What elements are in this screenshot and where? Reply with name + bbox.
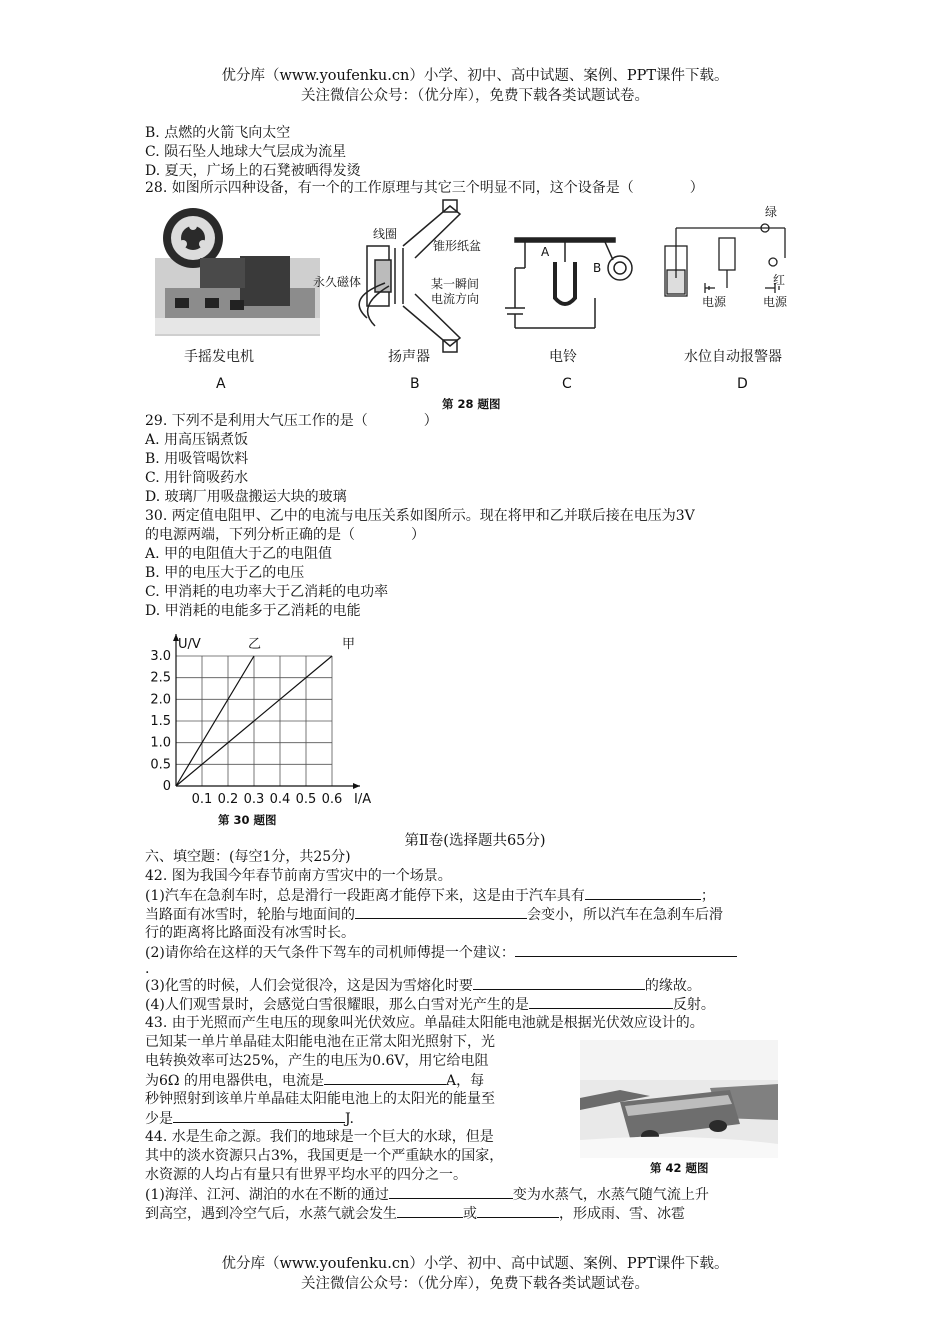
y-tick-label: 2.5 xyxy=(150,670,171,686)
q42-line4-text: (2)请你给在这样的天气条件下驾车的司机师傅提一个建议： xyxy=(145,945,515,961)
alarm-red-label: 红 xyxy=(773,273,786,287)
q44-line4-text: (1)海洋、江河、湖泊的水在不断的通过 xyxy=(145,1187,389,1203)
q43-line5: 秒钟照射到该单片单晶硅太阳能电池上的太阳光的能量至 xyxy=(145,1091,495,1107)
header-line2: 关注微信公众号：（优分库），免费下载各类试题试卷。 xyxy=(301,88,649,104)
origin-label: 0 xyxy=(162,779,171,794)
q30-stem-line1: 30. 两定值电阻甲、乙中的电流与电压关系如图所示。现在将甲和乙并联后接在电压为3V xyxy=(145,508,695,524)
q44-line4-end: 变为水蒸气，水蒸气随气流上升 xyxy=(512,1187,709,1203)
q43-blank-1[interactable] xyxy=(324,1071,446,1085)
alarm-green-label: 绿 xyxy=(765,205,778,219)
water-level-alarm-diagram xyxy=(665,224,785,296)
q44-blank-1[interactable] xyxy=(389,1185,513,1199)
q44-line5 xyxy=(145,1204,685,1224)
header-line1: 优分库（www.youfenku.cn）小学、初中、高中试题、案例、PPT课件下载。 xyxy=(221,68,729,84)
series-label: 乙 xyxy=(248,637,262,652)
q42-blank-5[interactable] xyxy=(529,995,673,1009)
q44-line5-text: 到高空，遇到冷空气后，水蒸气就会发生 xyxy=(145,1206,397,1222)
q42-stem: 42. 图为我国今年春节前南方雪灾中的一个场景。 xyxy=(145,868,452,884)
q27-option-b: B. 点燃的火箭飞向太空 xyxy=(145,125,291,141)
q28-stem: 28. 如图所示四种设备，有一个的工作原理与其它三个明显不同，这个设备是（ ） xyxy=(145,180,704,196)
alarm-power-label-2: 电源 xyxy=(763,295,788,309)
figure-28 xyxy=(145,198,810,413)
q43-line4-text: 为6Ω 的用电器供电，电流是 xyxy=(145,1073,324,1089)
y-axis-label: U/V xyxy=(178,637,201,652)
x-tick-label: 0.4 xyxy=(269,792,291,807)
q42-line2-end: 会变小，所以汽车在急刹车后滑 xyxy=(527,907,723,923)
x-tick-label: 0.3 xyxy=(243,792,265,807)
q43-line2: 已知某一单片单晶硅太阳能电池在正常太阳光照射下，光 xyxy=(145,1034,495,1050)
q43-line4 xyxy=(145,1071,484,1091)
y-tick-label: 0.5 xyxy=(150,757,171,773)
q42-line6-text: (3)化雪的时候，人们会觉很冷，这是因为雪熔化时要 xyxy=(145,978,473,994)
y-tick-label: 2.0 xyxy=(150,692,171,708)
q29-stem: 29. 下列不是利用大气压工作的是（ ） xyxy=(145,413,438,429)
speaker-magnet-label: 永久磁体 xyxy=(313,275,362,289)
section-6-title: 六、填空题：(每空1分，共25分) xyxy=(145,849,351,865)
q42-line2 xyxy=(145,905,723,925)
q42-blank-3[interactable] xyxy=(515,943,737,957)
q43-line6 xyxy=(145,1109,354,1129)
q42-blank-2[interactable] xyxy=(355,905,527,919)
electric-bell-diagram xyxy=(505,238,632,328)
x-tick-label: 0.1 xyxy=(191,792,213,807)
x-tick-label: 0.2 xyxy=(217,792,239,807)
q30-option-a: A. 甲的电阻值大于乙的电阻值 xyxy=(145,546,333,562)
q44-line1: 44. 水是生命之源。我们的地球是一个巨大的水球，但是 xyxy=(145,1129,494,1145)
q44-line2: 其中的淡水资源只占3%，我国更是一个严重缺水的国家， xyxy=(145,1148,504,1164)
q29-option-b: B. 用吸管喝饮料 xyxy=(145,451,249,467)
q42-line7 xyxy=(145,995,715,1015)
speaker-cone-label: 锥形纸盆 xyxy=(433,239,482,253)
x-tick-label: 0.6 xyxy=(321,792,343,807)
q42-line1-text: (1)汽车在急刹车时，总是滑行一段距离才能停下来，这是由于汽车具有 xyxy=(145,888,585,904)
q42-line6 xyxy=(145,976,701,996)
q42-blank-4[interactable] xyxy=(473,976,645,990)
q29-option-a: A. 用高压锅煮饭 xyxy=(145,432,249,448)
device-c-letter: C xyxy=(562,376,572,392)
q30-option-c: C. 甲消耗的电功率大于乙消耗的电功率 xyxy=(145,584,389,600)
bell-label-b: B xyxy=(593,261,602,275)
q42-line1 xyxy=(145,886,715,906)
q43-line6-end: J. xyxy=(345,1111,354,1127)
q42-blank-1[interactable] xyxy=(585,886,701,900)
q27-option-c: C. 陨石坠人地球大气层成为流星 xyxy=(145,144,347,160)
q44-line4 xyxy=(145,1185,709,1205)
footer-line1: 优分库（www.youfenku.cn）小学、初中、高中试题、案例、PPT课件下载。 xyxy=(221,1256,729,1272)
x-axis-label: I/A xyxy=(354,792,372,807)
q30-option-b: B. 甲的电压大于乙的电压 xyxy=(145,565,305,581)
q30-stem-line2: 的电源两端，下列分析正确的是（ ） xyxy=(145,527,425,543)
q42-line4 xyxy=(145,943,737,963)
q42-line7-end: 反射。 xyxy=(672,997,715,1013)
device-d-name: 水位自动报警器 xyxy=(684,349,782,365)
q27-option-d: D. 夏天，广场上的石凳被晒得发烫 xyxy=(145,163,361,179)
q30-option-d: D. 甲消耗的电能多于乙消耗的电能 xyxy=(145,603,361,619)
q43-line1: 43. 由于光照而产生电压的现象叫光伏效应。单晶硅太阳能电池就是根据光伏效应设计的。 xyxy=(145,1015,704,1031)
q43-line4-end: A，每 xyxy=(445,1073,485,1089)
x-axis-arrow xyxy=(353,783,360,789)
figure-28-caption: 第 28 题图 xyxy=(442,397,501,411)
speaker-current-label-2: 电流方向 xyxy=(431,292,480,306)
u-i-chart xyxy=(140,628,380,808)
q44-blank-3[interactable] xyxy=(477,1204,559,1218)
loudspeaker-diagram xyxy=(359,200,460,352)
q43-blank-2[interactable] xyxy=(173,1109,345,1123)
device-a-name: 手摇发电机 xyxy=(184,349,254,365)
device-d-letter: D xyxy=(737,376,748,392)
q44-blank-2[interactable] xyxy=(397,1204,463,1218)
y-tick-label: 1.5 xyxy=(150,714,171,729)
footer-line2: 关注微信公众号：（优分库），免费下载各类试题试卷。 xyxy=(301,1276,649,1292)
q43-line6-text: 少是 xyxy=(145,1111,173,1127)
speaker-current-label-1: 某一瞬间 xyxy=(431,277,480,291)
q42-line7-text: (4)人们观雪景时，会感觉白雪很耀眼，那么白雪对光产生的是 xyxy=(145,997,529,1013)
alarm-power-label-1: 电源 xyxy=(702,295,727,309)
q42-line2-text: 当路面有冰雪时，轮胎与地面间的 xyxy=(145,907,355,923)
q44-line3: 水资源的人均占有量只有世界平均水平的四分之一。 xyxy=(145,1167,467,1183)
q42-line6-end: 的缘故。 xyxy=(644,978,701,994)
q29-option-c: C. 用针筒吸药水 xyxy=(145,470,249,486)
series-label: 甲 xyxy=(342,637,356,652)
q42-line5: . xyxy=(145,961,150,977)
q42-line3: 行的距离将比路面没有冰雪时长。 xyxy=(145,925,355,941)
bell-label-a: A xyxy=(541,245,550,259)
device-b-letter: B xyxy=(410,376,420,392)
figure-42-caption: 第 42 题图 xyxy=(650,1161,709,1175)
y-tick-label: 1.0 xyxy=(150,735,171,751)
q43-line3: 电转换效率可达25%，产生的电压为0.6V，用它给电阻 xyxy=(145,1053,489,1069)
snow-scene-photo xyxy=(580,1040,778,1158)
q44-line5-or: 或 xyxy=(463,1206,477,1222)
part2-title: 第Ⅱ卷(选择题共65分) xyxy=(404,833,546,849)
q44-line5-end: ，形成雨、雪、冰雹 xyxy=(559,1206,685,1222)
device-b-name: 扬声器 xyxy=(388,349,430,365)
figure-30-caption: 第 30 题图 xyxy=(218,813,277,827)
q42-line1-end: ； xyxy=(700,888,715,904)
hand-crank-generator-image xyxy=(155,208,320,336)
device-c-name: 电铃 xyxy=(549,349,577,365)
q29-option-d: D. 玻璃厂用吸盘搬运大块的玻璃 xyxy=(145,489,347,505)
x-tick-label: 0.5 xyxy=(295,792,317,807)
device-a-letter: A xyxy=(216,376,226,392)
y-tick-label: 3.0 xyxy=(150,649,171,664)
speaker-coil-label: 线圈 xyxy=(373,227,398,241)
